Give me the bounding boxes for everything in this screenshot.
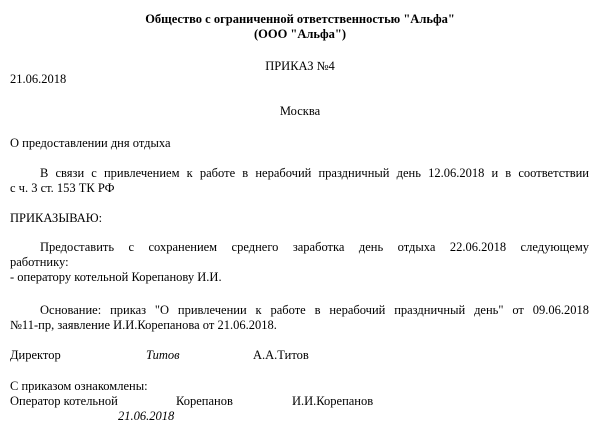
employee-signature: Корепанов [176,394,233,408]
paragraph-1-line-1: В связи с привлечением к работе в нерабочий праздничный день 12.06.2018 и в соответствии [40,166,589,180]
director-role: Директор [10,348,61,362]
order-title: ПРИКАЗ №4 [265,59,335,73]
basis-line-2: №11-пр, заявление И.И.Корепанова от 21.06.2018. [10,318,277,332]
org-name: Общество с ограниченной ответственностью "Альфа" [145,12,455,26]
order-subject: О предоставлении дня отдыха [10,136,171,150]
basis-line-1: Основание: приказ "О привлечении к работе в нерабочий праздничный день" от 09.06.2018 [40,303,589,317]
order-word: ПРИКАЗЫВАЮ: [10,211,103,225]
paragraph-1-line-2: с ч. 3 ст. 153 ТК РФ [10,181,115,195]
paragraph-2-line-1: Предоставить с сохранением среднего заработка день отдыха 22.06.2018 следующему [40,240,589,254]
director-name: А.А.Титов [253,348,309,362]
paragraph-2-line-3: - оператору котельной Корепанову И.И. [10,270,222,284]
director-signature: Титов [146,348,180,362]
paragraph-2-line-2: работнику: [10,255,69,269]
employee-sign-date: 21.06.2018 [118,409,175,423]
org-short-name: (ООО "Альфа") [253,27,347,41]
employee-name: И.И.Корепанов [292,394,374,408]
order-date: 21.06.2018 [10,72,67,86]
employee-role: Оператор котельной [10,394,118,408]
acquainted-label: С приказом ознакомлены: [10,379,148,393]
order-city: Москва [279,104,321,118]
